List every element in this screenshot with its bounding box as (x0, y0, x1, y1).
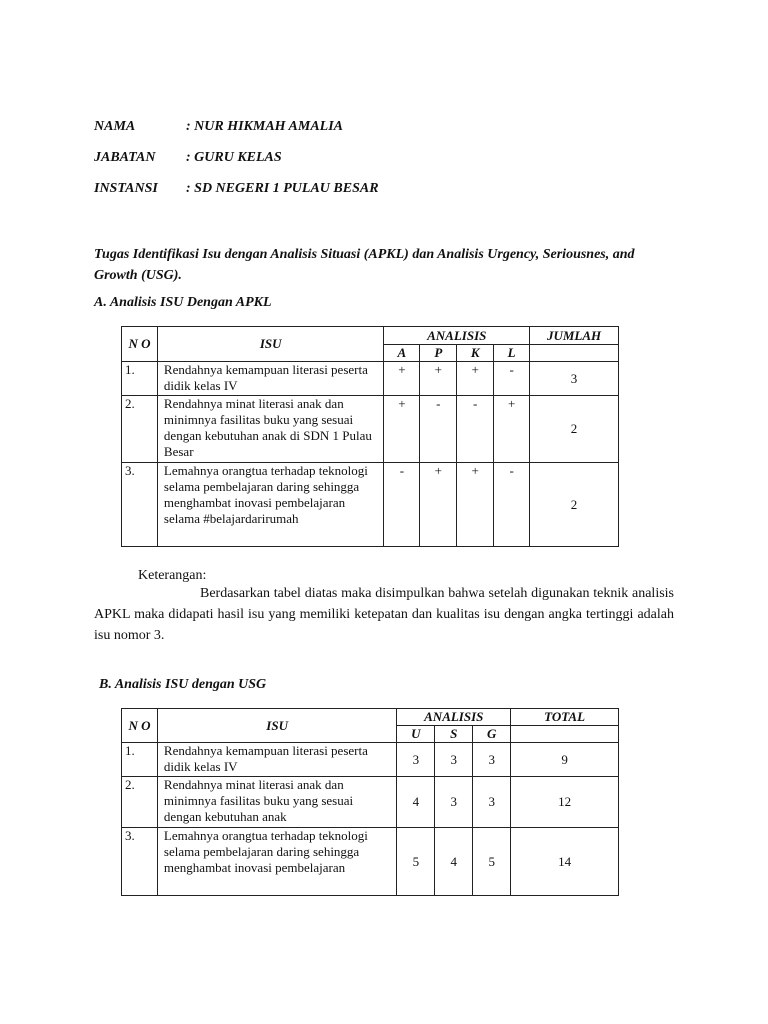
row-u: 5 (397, 828, 435, 896)
row-u: 3 (397, 743, 435, 777)
apkl-header-no: N O (122, 327, 158, 362)
row-jumlah: 2 (530, 463, 619, 547)
row-g: 3 (473, 743, 511, 777)
usg-header-empty (511, 726, 619, 743)
section-b-heading: B. Analisis ISU dengan USG (99, 677, 267, 692)
row-g: 5 (473, 828, 511, 896)
row-a: + (384, 362, 420, 396)
usg-header-isu: ISU (157, 709, 396, 743)
row-s: 4 (435, 828, 473, 896)
row-u: 4 (397, 777, 435, 828)
apkl-header-l: L (494, 345, 530, 362)
row-no: 3. (122, 828, 158, 896)
row-total: 12 (511, 777, 619, 828)
row-no: 2. (122, 396, 158, 463)
identity-value: : NUR HIKMAH AMALIA (186, 119, 344, 134)
identity-label: NAMA (94, 119, 136, 134)
table-row (122, 463, 619, 547)
row-p: + (420, 362, 457, 396)
row-k: + (457, 362, 494, 396)
usg-header-no: N O (122, 709, 158, 743)
row-g: 3 (473, 777, 511, 828)
row-jumlah: 3 (530, 362, 619, 396)
row-no: 2. (122, 777, 158, 828)
apkl-header-analisis: ANALISIS (384, 327, 530, 345)
table-row (122, 777, 619, 828)
identity-position-row (94, 150, 282, 166)
row-isu: Rendahnya minat literasi anak dan minimnya fasilitas buku yang sesuai dengan kebutuhan anak di SDN 1 Pulau Besar (157, 396, 384, 463)
row-p: - (420, 396, 457, 463)
row-no: 1. (122, 743, 158, 777)
table-row (122, 362, 619, 396)
section-a-heading: A. Analisis ISU Dengan APKL (94, 295, 272, 310)
identity-institution-row (94, 181, 379, 197)
row-l: + (494, 396, 530, 463)
table-row (122, 743, 619, 777)
row-isu: Lemahnya orangtua terhadap teknologi selama pembelajaran daring sehingga menghambat inovasi pembelajaran selama #belajardarirumah (157, 463, 384, 547)
table-row (122, 396, 619, 463)
identity-name-row (94, 119, 343, 135)
apkl-table (121, 326, 619, 547)
apkl-header-isu: ISU (157, 327, 384, 362)
task-title: Tugas Identifikasi Isu dengan Analisis Situasi (APKL) dan Analisis Urgency, Seriousnes, and Growth (USG). (94, 247, 635, 283)
apkl-header-k: K (457, 345, 494, 362)
identity-label: INSTANSI (94, 181, 158, 196)
identity-value: : SD NEGERI 1 PULAU BESAR (186, 181, 379, 196)
row-s: 3 (435, 743, 473, 777)
identity-value: : GURU KELAS (186, 150, 282, 165)
row-no: 1. (122, 362, 158, 396)
row-a: + (384, 396, 420, 463)
usg-header-analisis: ANALISIS (397, 709, 511, 726)
row-isu: Rendahnya kemampuan literasi peserta didik kelas IV (157, 743, 396, 777)
table-row (122, 828, 619, 896)
keterangan-text: Berdasarkan tabel diatas maka disimpulkan bahwa setelah digunakan teknik analisis APKL maka didapati hasil isu yang memiliki ketepatan dan kualitas isu dengan angka tertinggi adalah isu nomor 3. (94, 586, 674, 643)
identity-label: JABATAN (94, 150, 156, 165)
usg-table (121, 708, 619, 896)
row-jumlah: 2 (530, 396, 619, 463)
row-isu: Lemahnya orangtua terhadap teknologi selama pembelajaran daring sehingga menghambat inovasi pembelajaran (157, 828, 396, 896)
row-s: 3 (435, 777, 473, 828)
apkl-header-empty (530, 345, 619, 362)
row-isu: Rendahnya minat literasi anak dan minimnya fasilitas buku yang sesuai dengan kebutuhan anak (157, 777, 396, 828)
apkl-header-jumlah: JUMLAH (530, 327, 619, 345)
row-a: - (384, 463, 420, 547)
usg-header-total: TOTAL (511, 709, 619, 726)
keterangan-label: Keterangan: (138, 568, 207, 583)
row-k: - (457, 396, 494, 463)
row-l: - (494, 463, 530, 547)
row-isu: Rendahnya kemampuan literasi peserta didik kelas IV (157, 362, 384, 396)
row-no: 3. (122, 463, 158, 547)
usg-header-u: U (397, 726, 435, 743)
row-k: + (457, 463, 494, 547)
row-l: - (494, 362, 530, 396)
usg-header-s: S (435, 726, 473, 743)
row-total: 9 (511, 743, 619, 777)
row-p: + (420, 463, 457, 547)
apkl-header-p: P (420, 345, 457, 362)
apkl-header-a: A (384, 345, 420, 362)
usg-header-g: G (473, 726, 511, 743)
row-total: 14 (511, 828, 619, 896)
